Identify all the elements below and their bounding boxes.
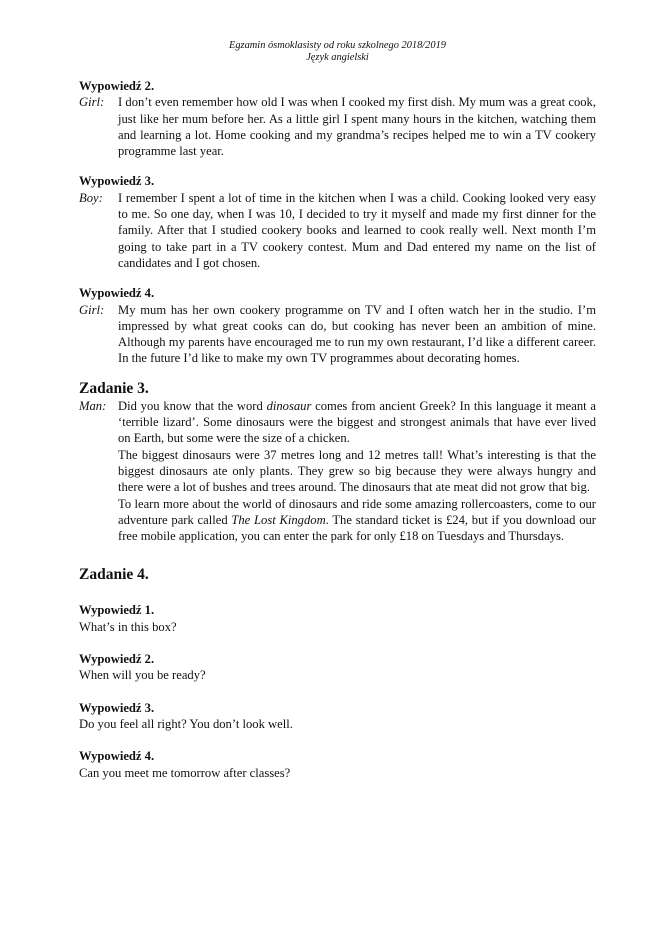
speech-text: I remember I spent a lot of time in the kitchen when I was a child. Cooking looked very easy to me. So one day, when I was 10, I decided to try it myself and made my first dinner for the family. After that I studied cookery books and learned to cook really well. Next month I’m going to take part in a TV cookery contest. Mum and Dad entered my name on the list of candidates and I got chosen.	[118, 190, 596, 270]
text-run: To learn more about the world of dinosaurs and ride some amazing rollercoasters, come to our adventure park called	[118, 496, 596, 527]
wypowiedz-title: Wypowiedź 2.	[79, 652, 155, 667]
speech-block	[79, 94, 596, 159]
speech-block	[79, 190, 596, 271]
zadanie-4-heading: Zadanie 4.	[79, 566, 149, 584]
text-run: Did you know that the word	[118, 398, 267, 413]
speaker-label: Man:	[79, 398, 107, 413]
wypowiedz-title: Wypowiedź 4.	[79, 286, 155, 301]
speaker-label: Girl:	[79, 95, 105, 110]
park-name: The Lost Kingdom	[231, 512, 326, 527]
wypowiedz-title: Wypowiedź 1.	[79, 603, 155, 618]
wypowiedz-title: Wypowiedź 3.	[79, 700, 155, 715]
speech-text: My mum has her own cookery programme on TV and I often watch her in the studio. I’m impressed by what great cooks can do, but cooking has never been an ambition of mine. Although my parents have encouraged me to run my own restaurant, I’d like a different career. In the future I’d like to make my own TV programmes about decorating homes.	[118, 302, 596, 366]
wypowiedz-3-section	[79, 173, 596, 271]
header-exam-title: Egzamin ósmoklasisty od roku szkolnego 2018/2019	[229, 40, 446, 51]
wypowiedz-title: Wypowiedź 3.	[79, 174, 155, 189]
zadanie-3-speech	[79, 398, 596, 545]
emphasized-word: dinosaur	[266, 398, 312, 413]
text-run: comes from ancient Greek? In this language it meant a ‘terrible lizard’. Some dinosaurs were the biggest and strongest animals that have ever lived on Earth, but some were the size of a chicken.	[118, 398, 596, 446]
speech-block	[79, 302, 596, 367]
speech-text	[118, 398, 596, 545]
zadanie-3-heading: Zadanie 3.	[79, 379, 149, 397]
zadanie-4-item-4	[79, 748, 596, 781]
question-text: When will you be ready?	[79, 668, 206, 683]
zadanie-4-item-3	[79, 700, 596, 733]
paragraph-2: The biggest dinosaurs were 37 metres long and 12 metres tall! What’s interesting is that the biggest dinosaurs ate only plants. They grew so big because they were always hungry and there were a lot of bushes and trees around. The dinosaurs that ate meat did not grow that big.	[118, 447, 596, 495]
speaker-label: Girl:	[79, 302, 105, 317]
wypowiedz-4-section	[79, 285, 596, 366]
header-subject: Język angielski	[306, 52, 369, 63]
zadanie-4-item-2	[79, 651, 596, 684]
zadanie-4-item-1	[79, 602, 596, 635]
wypowiedz-2-section	[79, 78, 596, 159]
page-header	[79, 40, 596, 64]
paragraph-1	[118, 398, 596, 447]
question-text: Can you meet me tomorrow after classes?	[79, 765, 291, 780]
question-text: Do you feel all right? You don’t look well.	[79, 716, 293, 731]
paragraph-3	[118, 496, 596, 545]
question-text: What’s in this box?	[79, 619, 177, 634]
text-run: . The standard ticket is £24, but if you download our free mobile application, you can enter the park for only £18 on Tuesdays and Thursdays.	[118, 512, 596, 544]
speech-text: I don’t even remember how old I was when I cooked my first dish. My mum was a great cook, just like her mum before her. As a little girl I spent many hours in the kitchen, watching them and learning a lot. Home cooking and my grandma’s recipes helped me to win a TV cookery programme last year.	[118, 95, 596, 159]
wypowiedz-title: Wypowiedź 2.	[79, 79, 155, 93]
wypowiedz-title: Wypowiedź 4.	[79, 749, 155, 764]
speaker-label: Boy:	[79, 190, 103, 205]
